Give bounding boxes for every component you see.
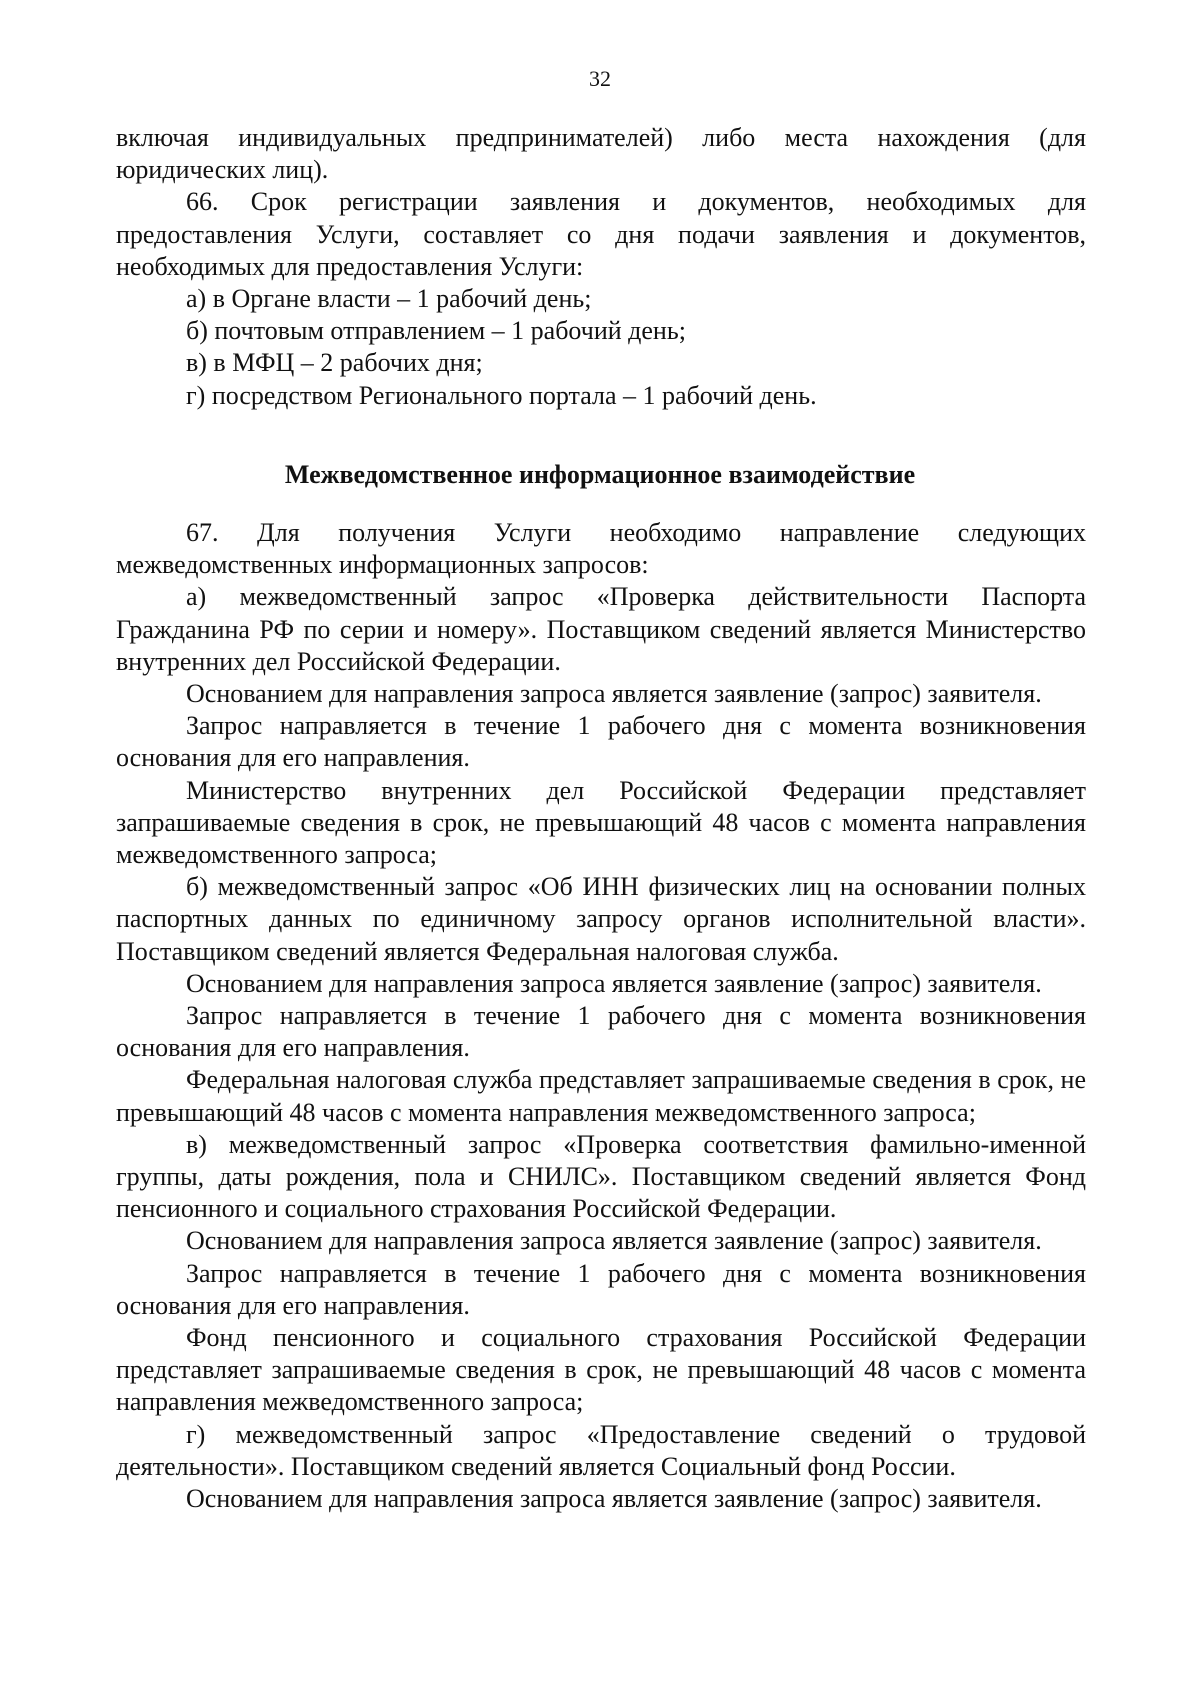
page-number: 32 [589,66,611,91]
paragraph: Запрос направляется в течение 1 рабочего дня с момента возникновения основания для его направления. [116,711,1086,773]
paragraph: включая индивидуальных предпринимателей) либо места нахождения (для юридических лиц). [116,123,1086,185]
paragraph: Запрос направляется в течение 1 рабочего дня с момента возникновения основания для его направления. [116,1001,1086,1063]
paragraph: Основанием для направления запроса является заявление (запрос) заявителя. [186,1226,1042,1256]
paragraph: Министерство внутренних дел Российской Федерации представляет запрашиваемые сведения в срок, не превышающий 48 часов с момента направления межведомственного запроса; [116,775,1086,870]
paragraph: Фонд пенсионного и социального страхования Российской Федерации представляет запрашиваемые сведения в срок, не превышающий 48 часов с момента направления межведомственного запроса; [116,1323,1086,1417]
top-text-block [116,122,1086,412]
paragraph: а) межведомственный запрос «Проверка действительности Паспорта Гражданина РФ по серии и номеру». Поставщиком сведений является Министерство внутренних дел Российской Федерации. [116,582,1086,676]
list-item: б) почтовым отправлением – 1 рабочий день; [186,316,686,346]
paragraph: Основанием для направления запроса является заявление (запрос) заявителя. [186,679,1042,709]
section-heading: Межведомственное информационное взаимодействие [284,460,916,489]
paragraph: Федеральная налоговая служба представляет запрашиваемые сведения в срок, не превышающий 48 часов с момента направления межведомственного запроса; [116,1065,1086,1127]
bottom-text-block [116,517,1086,1515]
paragraph: в) межведомственный запрос «Проверка соответствия фамильно-именной группы, даты рождения, пола и СНИЛС». Поставщиком сведений является Фонд пенсионного и социального страхования Российской Федерации. [116,1129,1086,1224]
paragraph: б) межведомственный запрос «Об ИНН физических лиц на основании полных паспортных данных по единичному запросу органов исполнительной власти». Поставщиком сведений является Федеральная налоговая служба. [116,872,1086,966]
paragraph: Запрос направляется в течение 1 рабочего дня с момента возникновения основания для его направления. [116,1258,1086,1320]
paragraph: Основанием для направления запроса является заявление (запрос) заявителя. [186,968,1042,998]
paragraph: г) межведомственный запрос «Предоставление сведений о трудовой деятельности». Поставщиком сведений является Социальный фонд России. [116,1419,1086,1481]
list-item: а) в Органе власти – 1 рабочий день; [186,284,592,314]
paragraph: 66. Срок регистрации заявления и документов, необходимых для предоставления Услуги, составляет со дня подачи заявления и документов, необходимых для предоставления Услуги: [116,187,1086,281]
paragraph: Основанием для направления запроса является заявление (запрос) заявителя. [186,1484,1042,1514]
paragraph: 67. Для получения Услуги необходимо направление следующих межведомственных информационных запросов: [116,518,1086,580]
list-item: в) в МФЦ – 2 рабочих дня; [186,348,483,378]
list-item: г) посредством Регионального портала – 1 рабочий день. [186,380,817,410]
